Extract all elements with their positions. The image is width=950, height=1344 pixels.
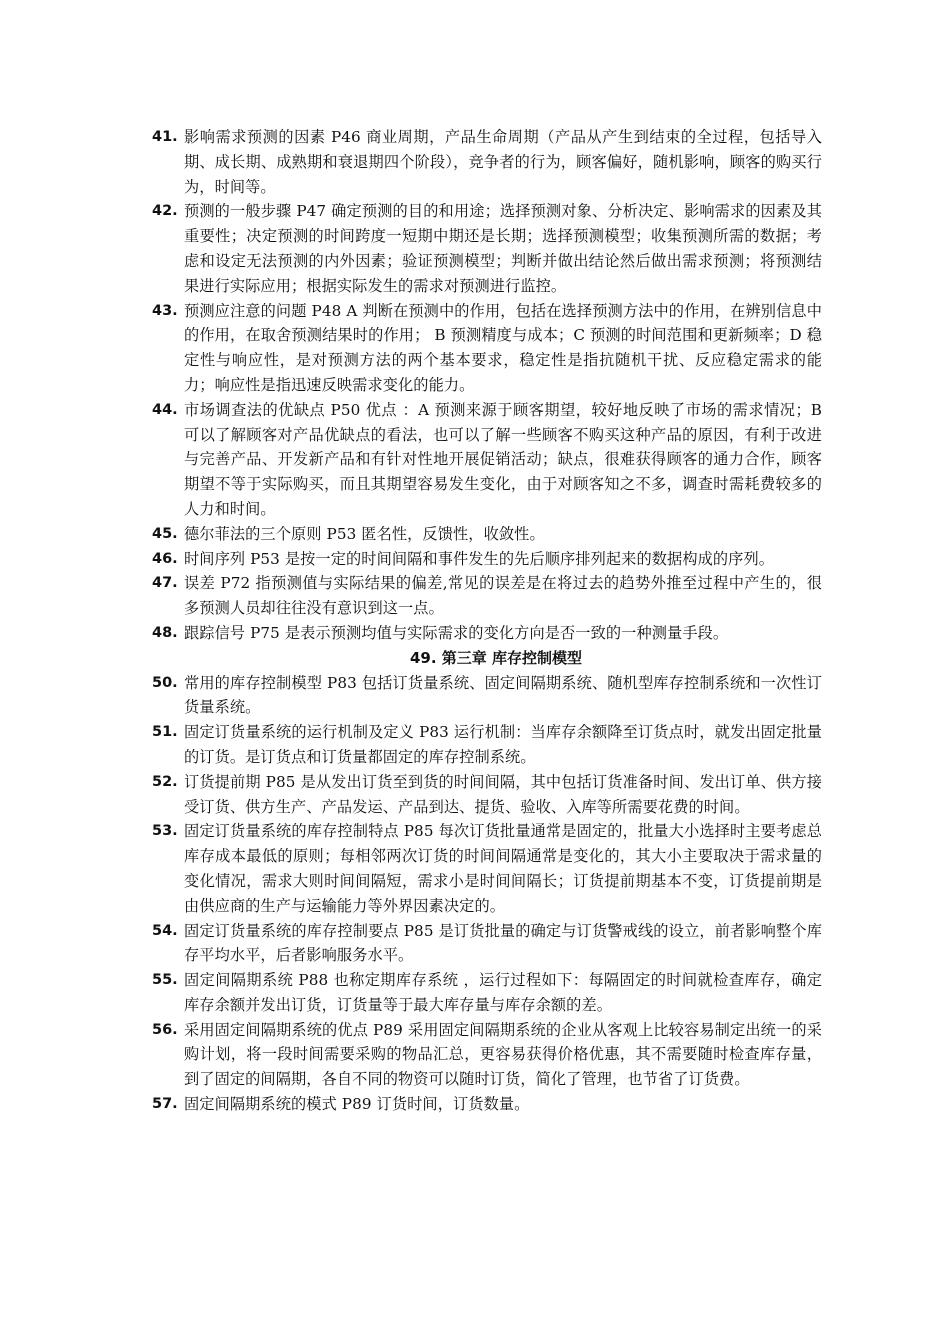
list-item [152, 770, 822, 820]
item-number: 55. [152, 972, 178, 989]
item-number: 44. [152, 401, 178, 418]
list-item [152, 199, 822, 298]
item-text: 误差 P72 指预测值与实际结果的偏差,常见的误差是在将过去的趋势外推至过程中产生的，很多预测人员却往往没有意识到这一点。 [184, 574, 822, 618]
list-item [152, 522, 822, 547]
item-number: 54. [152, 922, 178, 939]
list-item [152, 671, 822, 721]
list-item [152, 968, 822, 1018]
item-number: 41. [152, 129, 178, 145]
item-number: 53. [152, 823, 178, 840]
chapter-heading: 49. 第三章 库存控制模型 [409, 648, 583, 667]
document-body [152, 125, 822, 1117]
list-item [152, 720, 822, 770]
list-item [152, 1092, 822, 1117]
item-text: 市场调查法的优缺点 P50 优点 ：A 预测来源于顾客期望，较好地反映了市场的需求情况；B 可以了解顾客对产品优缺点的看法，也可以了解一些顾客不购买这种产品的原因，有利于改进与完善产品、开发新产品和有针对性地开展促销活动；缺点，很难获得顾客的通力合作，顾客期望不等于实际购买，而且其期望容易发生变化，由于对顾客知之不多，调查时需耗费较多的人力和时间。 [184, 400, 822, 518]
item-number: 43. [152, 302, 178, 319]
list-item [152, 1018, 822, 1092]
list-item [152, 299, 822, 398]
item-text: 预测的一般步骤 P47 确定预测的目的和用途；选择预测对象、分析决定、影响需求的因素及其重要性；决定预测的时间跨度一短期中期还是长期；选择预测模型；收集预测所需的数据；考虑和设定无法预测的内外因素；验证预测模型；判断并做出结论然后做出需求预测；将预测结果进行实际应用；根据实际发生的需求对预测进行监控。 [184, 202, 822, 295]
item-text: 采用固定间隔期系统的优点 P89 采用固定间隔期系统的企业从客观上比较容易制定出统一的采购计划，将一段时间需要采购的物品汇总，更容易获得价格优惠，其不需要随时检查库存量，到了固定的间隔期，各自不同的物资可以随时订货，简化了管理，也节省了订货费。 [184, 1020, 822, 1089]
item-number: 47. [152, 575, 178, 592]
item-text: 固定间隔期系统 P88 也称定期库存系统 ，运行过程如下：每隔固定的时间就检查库存，确定库存余额并发出订货，订货量等于最大库存量与库存余额的差。 [184, 971, 822, 1014]
item-text: 固定订货量系统的库存控制要点 P85 是订货批量的确定与订货警戒线的设立，前者影响整个库存平均水平，后者影响服务水平。 [184, 921, 822, 965]
item-text: 跟踪信号 P75 是表示预测均值与实际需求的变化方向是否一致的一种测量手段。 [184, 623, 729, 642]
item-number: 56. [152, 1021, 178, 1038]
item-text: 德尔菲法的三个原则 P53 匿名性，反馈性，收敛性。 [184, 524, 545, 543]
item-number: 46. [152, 550, 178, 567]
item-text: 固定间隔期系统的模式 P89 订货时间，订货数量。 [184, 1095, 530, 1114]
item-number: 42. [152, 203, 178, 220]
list-item [152, 571, 822, 621]
item-number: 50. [152, 674, 178, 691]
item-text: 固定订货量系统的库存控制特点 P85 每次订货批量通常是固定的，批量大小选择时主要考虑总库存成本最低的原则；每相邻两次订货的时间间隔通常是变化的，其大小主要取决于需求量的变化情况，需求大则时间间隔短，需求小是时间间隔长；订货提前期基本不变，订货提前期是由供应商的生产与运输能力等外界因素决定的。 [184, 822, 822, 915]
list-item [152, 125, 822, 199]
item-text: 订货提前期 P85 是从发出订货至到货的时间间隔，其中包括订货准备时间、发出订单、供方接受订货、供方生产、产品发运、产品到达、提货、验收、入库等所需要花费的时间。 [184, 772, 822, 816]
item-text: 固定订货量系统的运行机制及定义 P83 运行机制：当库存余额降至订货点时，就发出固定批量的订货。是订货点和订货量都固定的库存控制系统。 [184, 723, 822, 766]
item-number: 57. [152, 1096, 178, 1113]
item-text: 影响需求预测的因素 P46 商业周期，产品生命周期（产品从产生到结束的全过程，包括导入期、成长期、成熟期和衰退期四个阶段），竞争者的行为，顾客偏好，随机影响，顾客的购买行为，时间等。 [184, 128, 822, 196]
list-item [152, 621, 822, 646]
item-text: 预测应注意的问题 P48 A 判断在预测中的作用，包括在选择预测方法中的作用，在辨别信息中的作用，在取舍预测结果时的作用； B 预测精度与成本；C 预测的时间范围和更新频率；D 稳定性与响应性，是对预测方法的两个基本要求，稳定性是指抗随机干扰、反应稳定需求的能力；响应性是指迅速反映需求变化的能力。 [184, 301, 822, 394]
item-number: 51. [152, 724, 178, 741]
item-number: 52. [152, 773, 178, 790]
list-item [152, 919, 822, 969]
list-item [152, 819, 822, 918]
item-number: 48. [152, 624, 178, 641]
item-number: 45. [152, 525, 178, 542]
item-text: 常用的库存控制模型 P83 包括订货量系统、固定间隔期系统、随机型库存控制系统和一次性订货量系统。 [184, 673, 822, 717]
item-text: 时间序列 P53 是按一定的时间间隔和事件发生的先后顺序排列起来的数据构成的序列。 [184, 549, 775, 568]
list-item [152, 547, 822, 572]
list-item [152, 398, 822, 522]
